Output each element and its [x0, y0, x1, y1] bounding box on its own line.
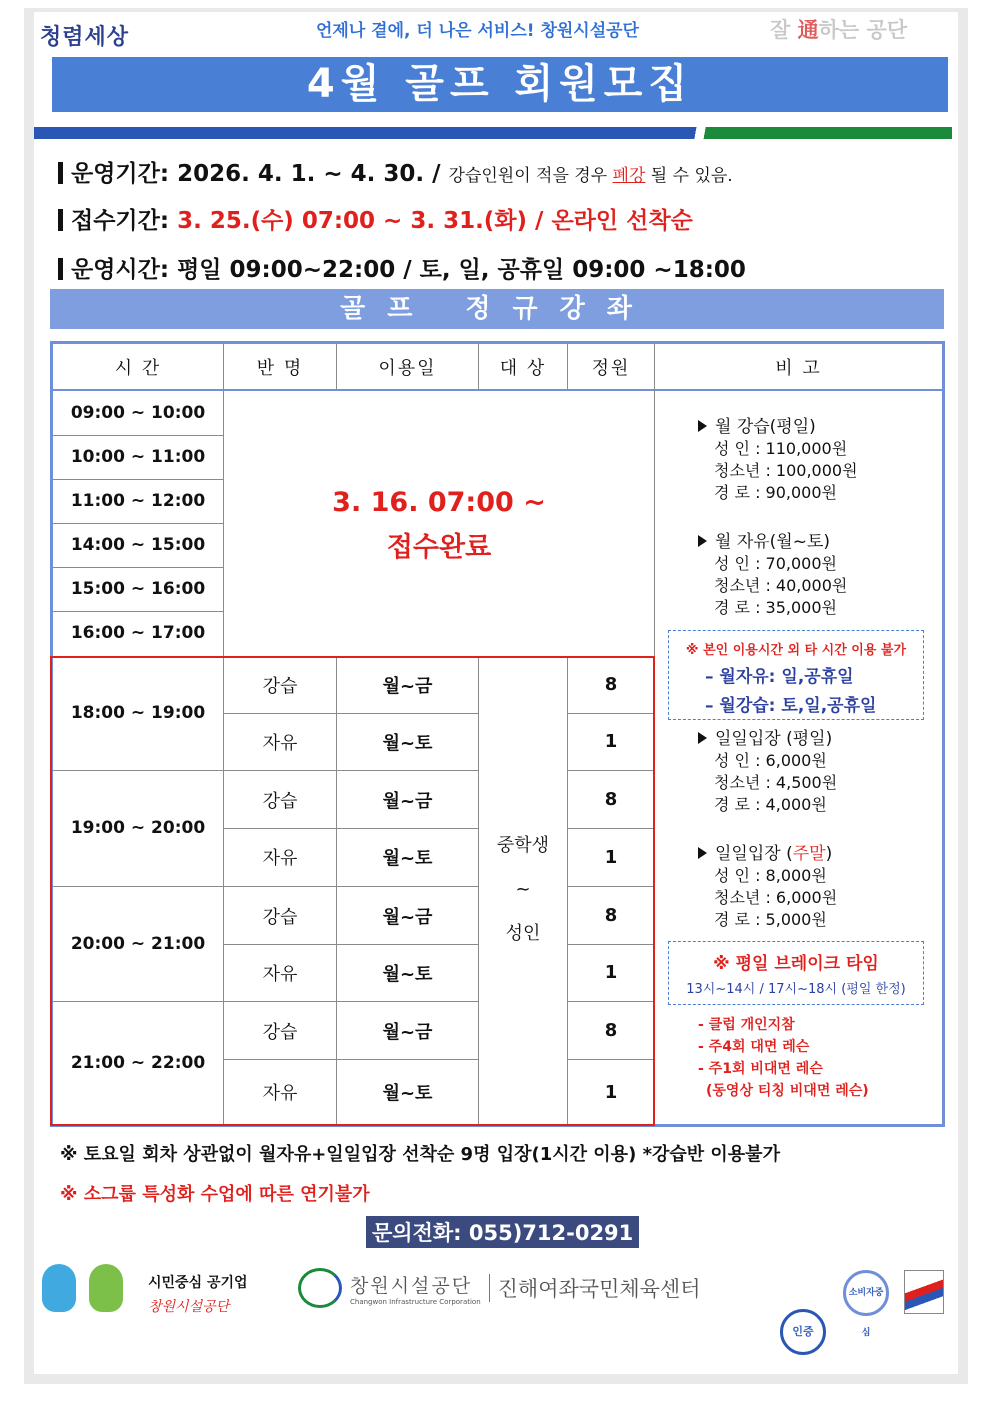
class-name: 자유	[262, 732, 298, 754]
section-title: 골프 정규강좌	[50, 289, 944, 329]
class-name: 자유	[262, 848, 298, 869]
monthly-lesson-fees: 월 강습(평일) 성 인 : 110,000원 청소년 : 100,000원 경 로 : 90,000원	[698, 416, 858, 504]
contact-phone: 문의전화: 055)712-0291	[366, 1216, 639, 1248]
closed-status: 접수완료	[386, 532, 492, 563]
award-icon	[904, 1270, 944, 1314]
restriction-box: ※ 본인 이용시간 외 타 시간 이용 불가 – 월자유: 일,공휴일 – 월강습: 토,일,공휴일	[668, 630, 924, 720]
certification-badge-icon: 인증	[780, 1309, 826, 1355]
header-capacity: 정원	[591, 357, 631, 379]
capacity: 1	[604, 846, 618, 868]
triangle-icon	[698, 535, 707, 547]
capacity: 8	[604, 905, 618, 926]
capacity: 8	[604, 674, 618, 695]
daily-weekday-fees: 일일입장 (평일) 성 인 : 6,000원 청소년 : 4,500원 경 로 : 4,000원	[698, 728, 837, 816]
header-days: 이용일	[378, 357, 437, 379]
slogan: 언제나 곁에, 더 나은 서비스! 창원시설공단	[316, 21, 639, 41]
operation-period: 운영기간: 2026. 4. 1. ~ 4. 30. / 강습인원이 적을 경우 폐강 될 수 있음.	[58, 155, 733, 188]
header-class: 반 명	[256, 357, 304, 379]
use-days: 월~토	[382, 1083, 433, 1104]
closed-notice	[224, 480, 654, 570]
time-slot: 21:00 ~ 22:00	[70, 1053, 206, 1073]
daily-weekend-fees: 일일입장 (주말) 성 인 : 8,000원 청소년 : 6,000원 경 로 : 5,000원	[698, 843, 837, 931]
header-time: 시 간	[114, 357, 162, 379]
time-slot: 10:00 ~ 11:00	[70, 447, 206, 467]
closed-date: 3. 16. 07:00 ~	[332, 487, 546, 518]
use-days: 월~금	[382, 1021, 433, 1043]
triangle-icon	[698, 847, 707, 859]
use-days: 월~금	[382, 906, 433, 928]
tagline: 잘 通하는 공단	[770, 18, 908, 42]
capacity: 8	[604, 789, 618, 810]
monthly-free-fees: 월 자유(월~토) 성 인 : 70,000원 청소년 : 40,000원 경 로 : 35,000원	[698, 531, 847, 619]
use-days: 월~금	[382, 790, 433, 812]
time-slot: 19:00 ~ 20:00	[70, 818, 206, 838]
class-name: 강습	[262, 906, 298, 928]
time-slot: 14:00 ~ 15:00	[70, 535, 206, 555]
col-divider	[567, 344, 568, 389]
class-name: 강습	[262, 1021, 298, 1043]
evening-highlight	[50, 656, 655, 1126]
decorative-stripe	[34, 127, 952, 139]
mascot-icon	[89, 1264, 123, 1312]
capacity: 1	[604, 731, 618, 752]
use-days: 월~금	[382, 675, 433, 697]
capacity: 1	[604, 1081, 618, 1103]
time-slot: 11:00 ~ 12:00	[70, 491, 206, 511]
header-notes: 비 고	[775, 357, 822, 379]
mascot-logo	[42, 1264, 123, 1316]
time-slot: 20:00 ~ 21:00	[70, 934, 206, 954]
club-notes: - 클럽 개인지참 - 주4회 대면 레슨 - 주1회 비대면 레슨 (동영상 티칭 비대면 레슨)	[698, 1017, 869, 1099]
triangle-icon	[698, 732, 707, 744]
time-slot: 09:00 ~ 10:00	[70, 403, 206, 423]
certification-badges	[780, 1270, 944, 1355]
corporation-logo: 창원시설공단 Changwon Infrastructure Corporation 진해여좌국민체육센터	[298, 1268, 701, 1308]
use-days: 월~토	[382, 848, 433, 869]
reception-period: 접수기간: 3. 25.(수) 07:00 ~ 3. 31.(화) / 온라인 선착순	[58, 202, 693, 235]
consumer-badge-icon: 소비자중심	[843, 1270, 889, 1316]
class-name: 자유	[262, 1083, 298, 1104]
corporation-emblem-icon	[298, 1268, 342, 1308]
class-name: 강습	[262, 790, 298, 812]
public-enterprise-logo: 시민중심 공기업 창원시설공단	[148, 1275, 248, 1315]
col-divider	[478, 344, 479, 389]
break-time-box: ※ 평일 브레이크 타임 13시~14시 / 17시~18시 (평일 한정)	[668, 941, 924, 1005]
page-title: 4월 골프 회원모집	[52, 57, 948, 112]
target-group: 중학생 ~ 성인	[496, 835, 550, 944]
postpone-note: ※ 소그룹 특성화 수업에 따른 연기불가	[60, 1184, 370, 1205]
use-days: 월~토	[382, 963, 433, 985]
time-slot: 16:00 ~ 17:00	[70, 623, 206, 643]
capacity: 1	[604, 962, 618, 983]
class-name: 자유	[262, 963, 298, 985]
time-slot: 15:00 ~ 16:00	[70, 579, 206, 599]
clean-world-logo: 청렴세상	[40, 25, 130, 50]
use-days: 월~토	[382, 732, 433, 754]
saturday-note: ※ 토요일 회차 상관없이 월자유+일일입장 선착순 9명 입장(1시간 이용) *강습반 이용불가	[60, 1144, 780, 1165]
mascot-icon	[42, 1264, 76, 1312]
triangle-icon	[698, 420, 707, 432]
header-target: 대 상	[499, 357, 547, 379]
capacity: 8	[604, 1020, 618, 1041]
operation-hours: 운영시간: 평일 09:00~22:00 / 토, 일, 공휴일 09:00 ~18:00	[58, 251, 746, 284]
class-name: 강습	[262, 675, 298, 697]
col-divider	[336, 344, 337, 389]
time-slot: 18:00 ~ 19:00	[70, 703, 206, 723]
